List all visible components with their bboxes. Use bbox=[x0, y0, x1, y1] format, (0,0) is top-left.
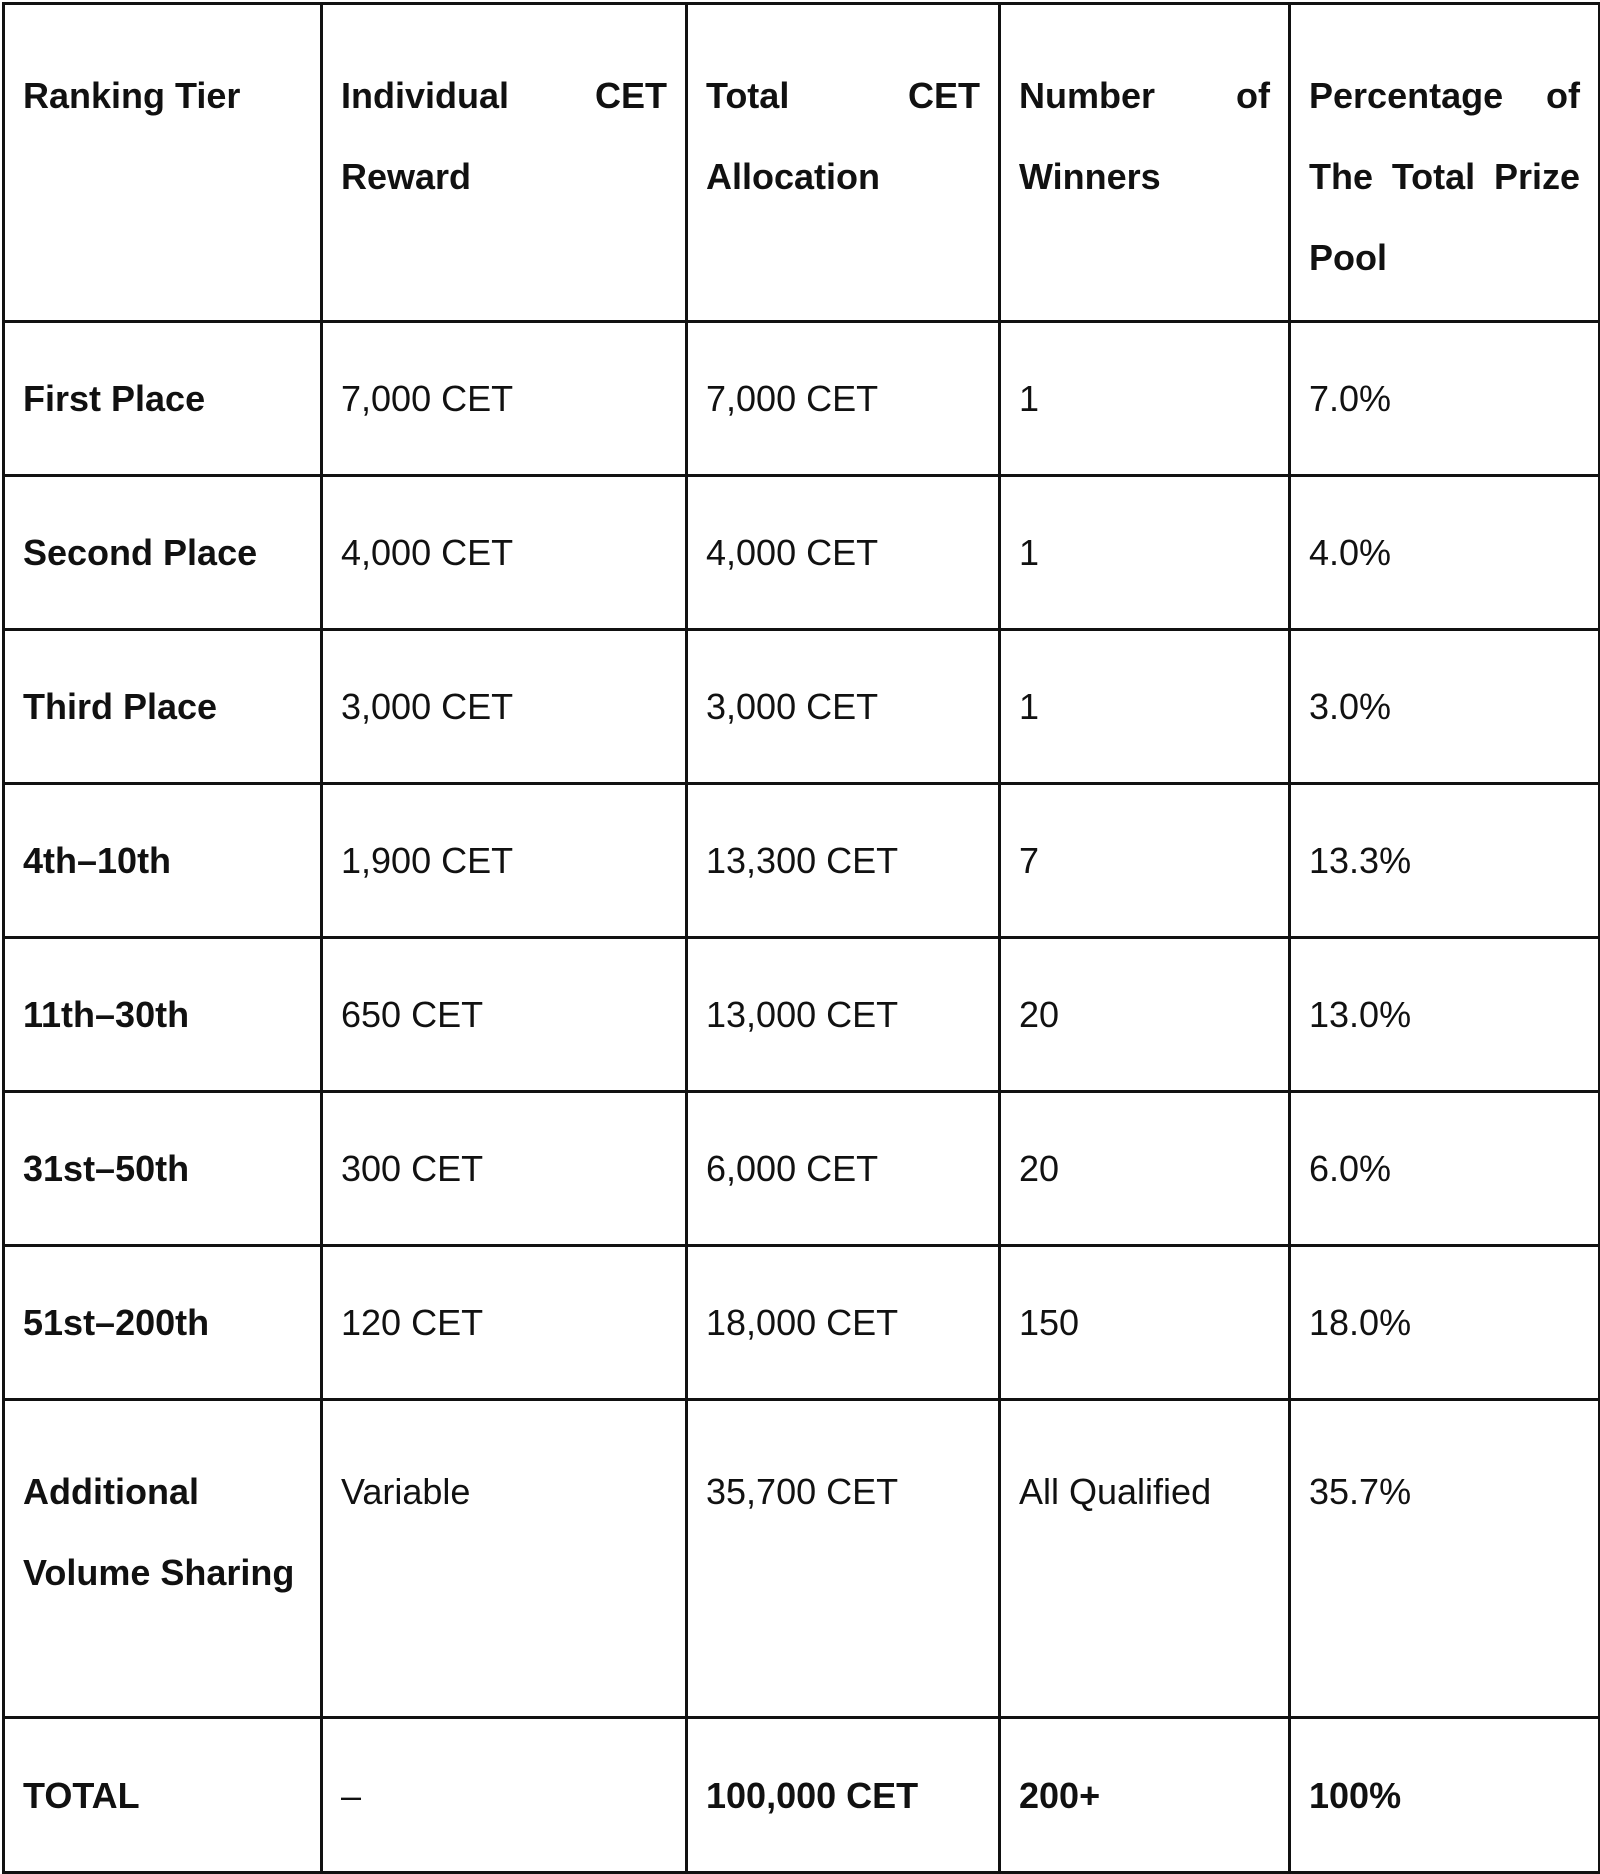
header-number-of-winners: Number of Winners bbox=[1000, 4, 1290, 322]
table-header-row bbox=[4, 4, 1600, 322]
table-row bbox=[4, 1246, 1600, 1400]
total-allocation-cell: 100,000 CET bbox=[687, 1718, 1000, 1873]
total-allocation-cell: 13,300 CET bbox=[687, 784, 1000, 938]
individual-reward-cell: Variable bbox=[322, 1400, 687, 1718]
total-individual-cell: – bbox=[322, 1718, 687, 1873]
total-allocation-cell: 3,000 CET bbox=[687, 630, 1000, 784]
header-ranking-tier: Ranking Tier bbox=[4, 4, 322, 322]
table-row bbox=[4, 630, 1600, 784]
total-allocation-cell: 7,000 CET bbox=[687, 322, 1000, 476]
table-total-row bbox=[4, 1718, 1600, 1873]
header-individual-reward: Individual CET Reward bbox=[322, 4, 687, 322]
percentage-cell: 35.7% bbox=[1290, 1400, 1600, 1718]
percentage-cell: 18.0% bbox=[1290, 1246, 1600, 1400]
tier-cell: First Place bbox=[4, 322, 322, 476]
winners-cell: 1 bbox=[1000, 476, 1290, 630]
table-row bbox=[4, 1400, 1600, 1718]
total-allocation-cell: 13,000 CET bbox=[687, 938, 1000, 1092]
winners-cell: 150 bbox=[1000, 1246, 1290, 1400]
table-row bbox=[4, 1092, 1600, 1246]
tier-cell: 11th–30th bbox=[4, 938, 322, 1092]
tier-cell: 51st–200th bbox=[4, 1246, 322, 1400]
prize-distribution-table bbox=[2, 2, 1600, 1874]
total-percentage-cell: 100% bbox=[1290, 1718, 1600, 1873]
tier-cell: 4th–10th bbox=[4, 784, 322, 938]
winners-cell: 1 bbox=[1000, 630, 1290, 784]
total-allocation-cell: 35,700 CET bbox=[687, 1400, 1000, 1718]
table-row bbox=[4, 322, 1600, 476]
individual-reward-cell: 120 CET bbox=[322, 1246, 687, 1400]
winners-cell: All Qualified bbox=[1000, 1400, 1290, 1718]
tier-cell: Third Place bbox=[4, 630, 322, 784]
total-label-cell: TOTAL bbox=[4, 1718, 322, 1873]
individual-reward-cell: 1,900 CET bbox=[322, 784, 687, 938]
total-allocation-cell: 4,000 CET bbox=[687, 476, 1000, 630]
percentage-cell: 13.0% bbox=[1290, 938, 1600, 1092]
header-total-allocation: Total CET Allocation bbox=[687, 4, 1000, 322]
tier-cell: 31st–50th bbox=[4, 1092, 322, 1246]
individual-reward-cell: 650 CET bbox=[322, 938, 687, 1092]
header-percentage-of-pool: Percentage of The Total Prize Pool bbox=[1290, 4, 1600, 322]
percentage-cell: 7.0% bbox=[1290, 322, 1600, 476]
individual-reward-cell: 4,000 CET bbox=[322, 476, 687, 630]
total-allocation-cell: 18,000 CET bbox=[687, 1246, 1000, 1400]
winners-cell: 20 bbox=[1000, 938, 1290, 1092]
percentage-cell: 6.0% bbox=[1290, 1092, 1600, 1246]
tier-cell: Additional Volume Sharing bbox=[4, 1400, 322, 1718]
percentage-cell: 4.0% bbox=[1290, 476, 1600, 630]
table-row bbox=[4, 476, 1600, 630]
winners-cell: 1 bbox=[1000, 322, 1290, 476]
total-allocation-cell: 6,000 CET bbox=[687, 1092, 1000, 1246]
table-row bbox=[4, 784, 1600, 938]
percentage-cell: 13.3% bbox=[1290, 784, 1600, 938]
individual-reward-cell: 7,000 CET bbox=[322, 322, 687, 476]
percentage-cell: 3.0% bbox=[1290, 630, 1600, 784]
winners-cell: 20 bbox=[1000, 1092, 1290, 1246]
winners-cell: 7 bbox=[1000, 784, 1290, 938]
total-winners-cell: 200+ bbox=[1000, 1718, 1290, 1873]
tier-cell: Second Place bbox=[4, 476, 322, 630]
individual-reward-cell: 3,000 CET bbox=[322, 630, 687, 784]
table-row bbox=[4, 938, 1600, 1092]
individual-reward-cell: 300 CET bbox=[322, 1092, 687, 1246]
